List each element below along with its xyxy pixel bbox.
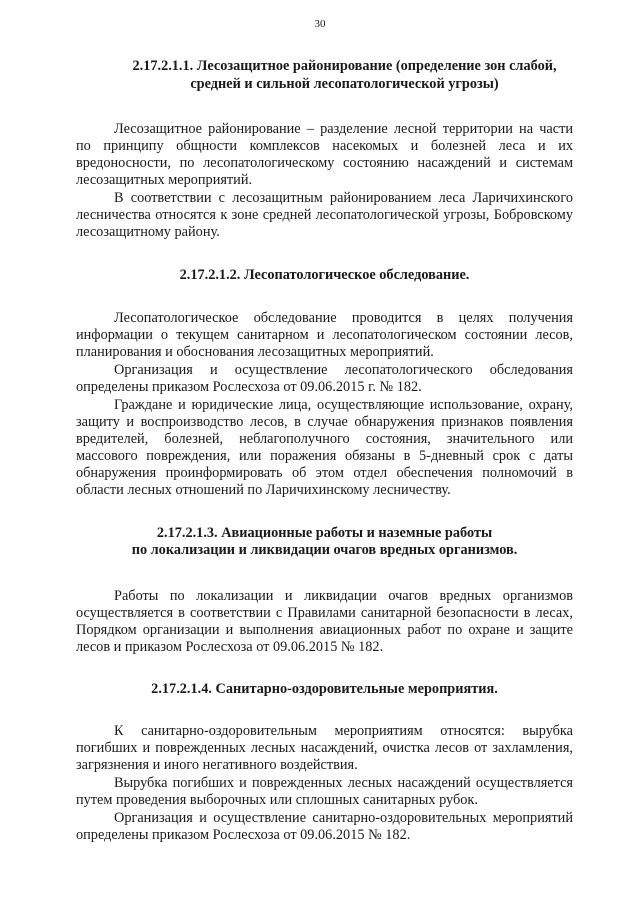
section-heading: 2.17.2.1.1. Лесозащитное районирование (определение зон слабой, средней и сильной лесопатологической угрозы) <box>132 58 557 92</box>
section-heading: 2.17.2.1.4. Санитарно-оздоровительные мероприятия. <box>151 680 498 697</box>
page-number: 30 <box>314 18 326 30</box>
document-body <box>76 58 573 844</box>
section-aviation-works <box>76 525 573 656</box>
paragraph: Работы по локализации и ликвидации очагов вредных организмов осуществляется в соответствии с Правилами санитарной безопасности в лесах, Порядком организации и выполнения авиационных работ по охране и защите лесов и приказом Рослесхоза от 09.06.2015 № 182. <box>76 587 573 655</box>
paragraph: Организация и осуществление санитарно-оздоровительных мероприятий определены приказом Рослесхоза от 09.06.2015 № 182. <box>76 810 573 843</box>
section-heading-line: 2.17.2.1.3. Авиационные работы и наземные работы <box>156 524 493 541</box>
section-heading: 2.17.2.1.2. Лесопатологическое обследование. <box>179 267 470 283</box>
section-sanitary-measures <box>76 681 573 845</box>
paragraph: Лесозащитное районирование – разделение лесной территории на части по принципу общности комплексов насекомых и болезней леса и их вредоносности, по лесопатологическому состоянию насаждений и системам лесозащитных мероприятий. <box>76 121 573 188</box>
paragraph: В соответствии с лесозащитным районированием леса Ларичихинского лесничества относятся к зоне средней лесопатологической угрозы, Бобровскому лесозащитному району. <box>76 190 573 240</box>
paragraph: Вырубка погибших и поврежденных лесных насаждений осуществляется путем проведения выборочных или сплошных санитарных рубок. <box>76 775 573 808</box>
section-heading <box>76 525 573 560</box>
paragraph: К санитарно-оздоровительным мероприятиям относятся: вырубка погибших и поврежденных лесных насаждений, очистка лесов от захламления, загрязнения и иного негативного воздействия. <box>76 723 573 773</box>
section-forest-zoning <box>76 58 573 241</box>
paragraph: Организация и осуществление лесопатологического обследования определены приказом Рослесхоза от 09.06.2015 г. № 182. <box>76 361 573 395</box>
paragraph: Лесопатологическое обследование проводится в целях получения информации о текущем санитарном и лесопатологическом состоянии лесов, планирования и обоснования лесозащитных мероприятий. <box>76 309 573 360</box>
section-heading-line: по локализации и ликвидации очагов вредных организмов. <box>131 542 518 558</box>
paragraph: Граждане и юридические лица, осуществляющие использование, охрану, защиту и воспроизводство лесов, в случае обнаружения признаков появления вредителей, болезней, неблагополучного состояния, значительного или массового повреждения, или поражения обязаны в 5-дневный срок с даты обнаружения проинформировать об этом отдел обеспечения полномочий в области лесных отношений по Ларичихинскому лесничеству. <box>76 396 573 498</box>
section-pathology-survey <box>76 267 573 499</box>
